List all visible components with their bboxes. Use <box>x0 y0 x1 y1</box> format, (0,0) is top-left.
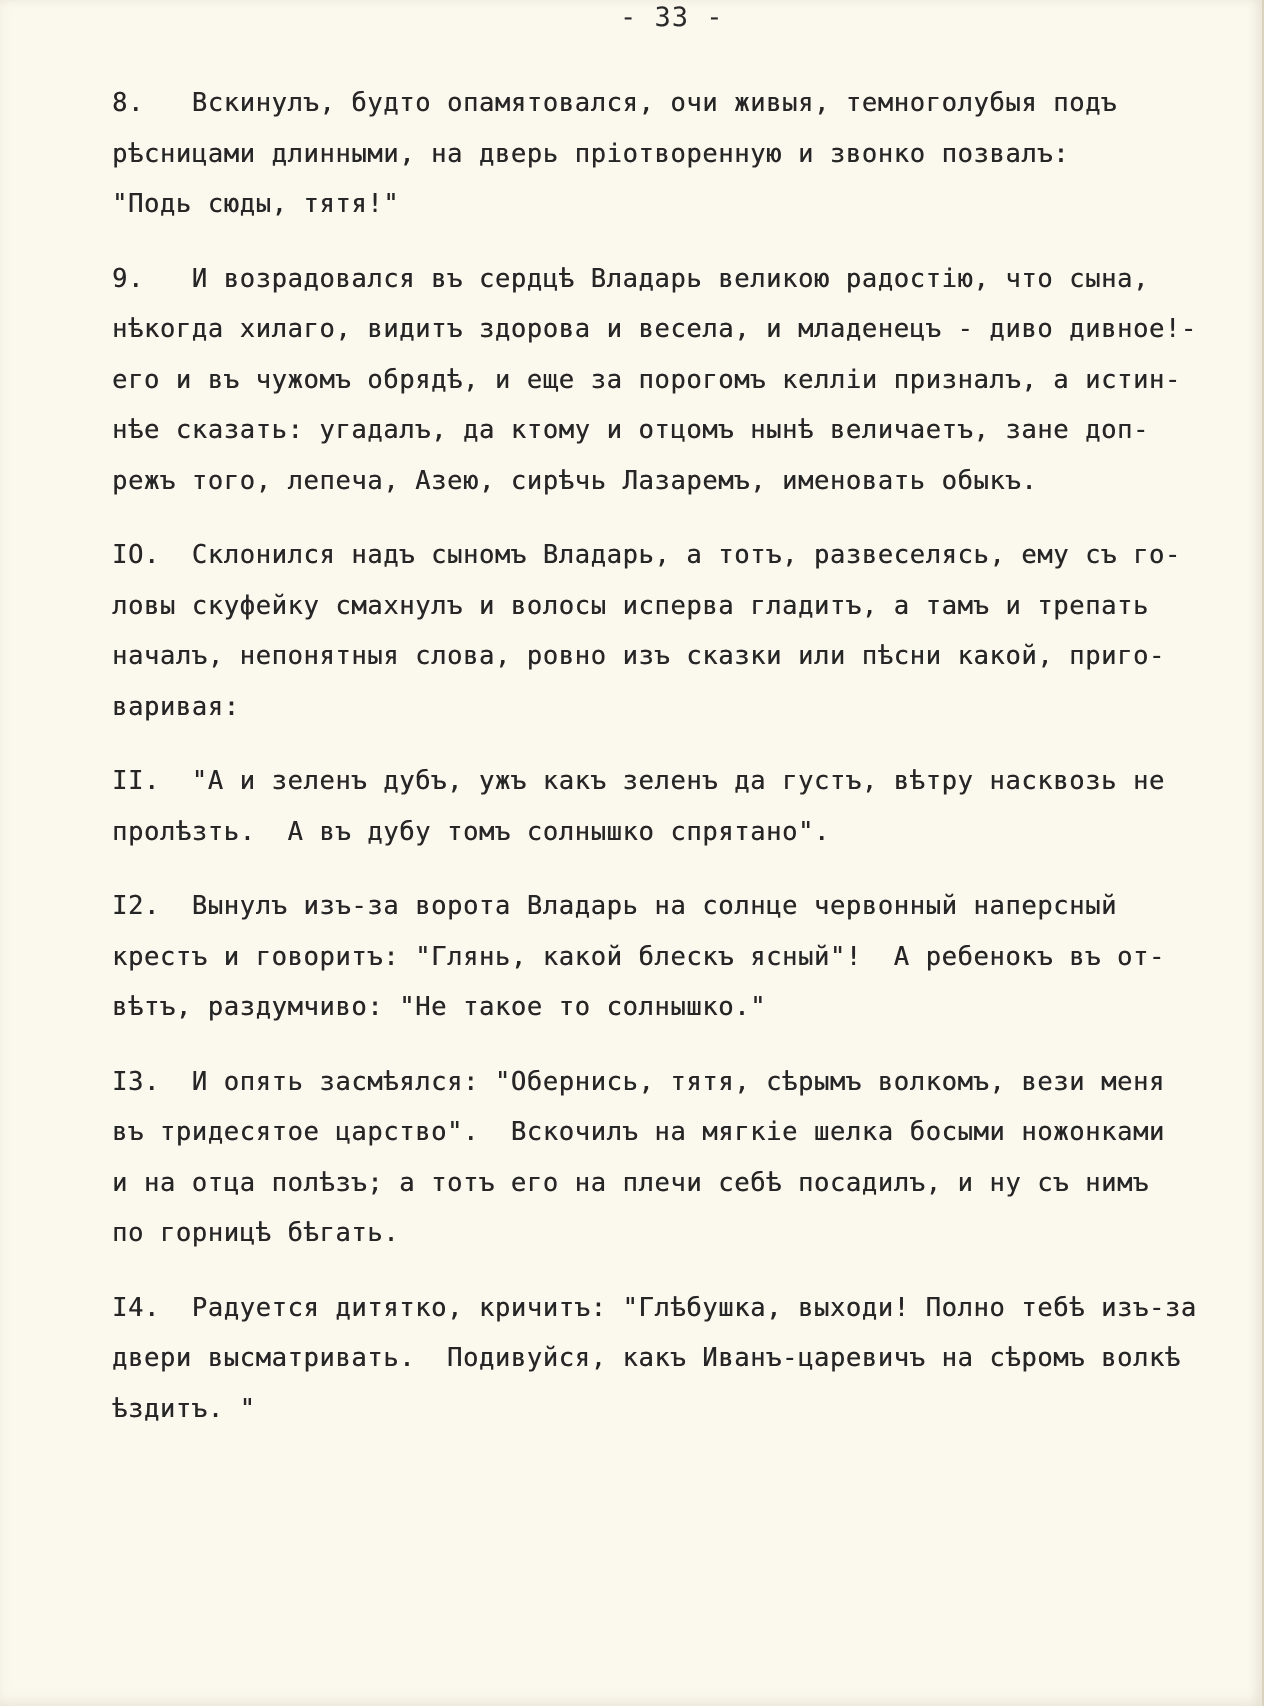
paragraph-13 <box>112 1057 1237 1259</box>
paragraph-11 <box>112 756 1237 857</box>
text-line: его и въ чужомъ обрядѣ, и еще за порогомъ келліи призналъ, а истин- <box>112 364 1181 395</box>
paragraph-9 <box>112 254 1237 507</box>
text-line: I4. Радуется дитятко, кричитъ: "Глѣбушка, выходи! Полно тебѣ изъ-за <box>112 1292 1197 1323</box>
text-line: ловы скуфейку смахнулъ и волосы исперва гладитъ, а тамъ и трепать <box>112 590 1149 621</box>
text-line: крестъ и говоритъ: "Глянь, какой блескъ ясный"! А ребенокъ въ от- <box>112 941 1165 972</box>
text-line: "Подь сюды, тятя!" <box>112 189 400 219</box>
text-line: и на отца полѣзъ; а тотъ его на плечи себѣ посадилъ, и ну съ нимъ <box>112 1167 1149 1198</box>
paragraph-10 <box>112 530 1237 732</box>
text-line: по горницѣ бѣгать. <box>112 1218 400 1248</box>
text-line: 9. И возрадовался въ сердцѣ Владарь великою радостію, что сына, <box>112 263 1149 294</box>
text-line: началъ, непонятныя слова, ровно изъ сказки или пѣсни какой, приго- <box>112 641 1165 671</box>
text-line: I3. И опять засмѣялся: "Обернись, тятя, сѣрымъ волкомъ, вези меня <box>112 1066 1165 1097</box>
paragraph-12 <box>112 881 1237 1033</box>
text-line: пролѣзть. А въ дубу томъ солнышко спрятано". <box>112 816 830 847</box>
text-line: I2. Вынулъ изъ-за ворота Владарь на солнце червонный наперсный <box>112 891 1117 921</box>
text-line: нѣе сказать: угадалъ, да ктому и отцомъ нынѣ величаетъ, зане доп- <box>112 415 1149 445</box>
body-text <box>112 78 1237 1434</box>
text-line: варивая: <box>112 691 240 722</box>
text-line: вѣтъ, раздумчиво: "Не такое то солнышко." <box>112 992 767 1022</box>
text-line: IO. Склонился надъ сыномъ Владарь, а тотъ, развеселясь, ему съ го- <box>112 540 1181 570</box>
text-line: режъ того, лепеча, Азею, сирѣчь Лазаремъ, именовать обыкъ. <box>112 465 1038 496</box>
text-line: 8. Вскинулъ, будто опамятовался, очи живыя, темноголубыя подъ <box>112 88 1117 118</box>
text-line: въ тридесятое царство". Вскочилъ на мягкіе шелка босыми ножонками <box>112 1117 1165 1147</box>
page-number: - 33 - <box>620 2 724 33</box>
paragraph-14 <box>112 1283 1237 1435</box>
text-line: двери высматривать. Подивуйся, какъ Иванъ-царевичъ на сѣромъ волкѣ <box>112 1343 1181 1373</box>
text-line: II. "А и зеленъ дубъ, ужъ какъ зеленъ да густъ, вѣтру насквозь не <box>112 766 1165 796</box>
text-line: ѣздитъ. " <box>112 1393 256 1424</box>
text-line: нѣкогда хилаго, видитъ здорова и весела, и младенецъ - диво дивное!- <box>112 314 1197 344</box>
text-line: рѣсницами длинными, на дверь пріотворенную и звонко позвалъ: <box>112 138 1070 169</box>
paragraph-8 <box>112 78 1237 230</box>
